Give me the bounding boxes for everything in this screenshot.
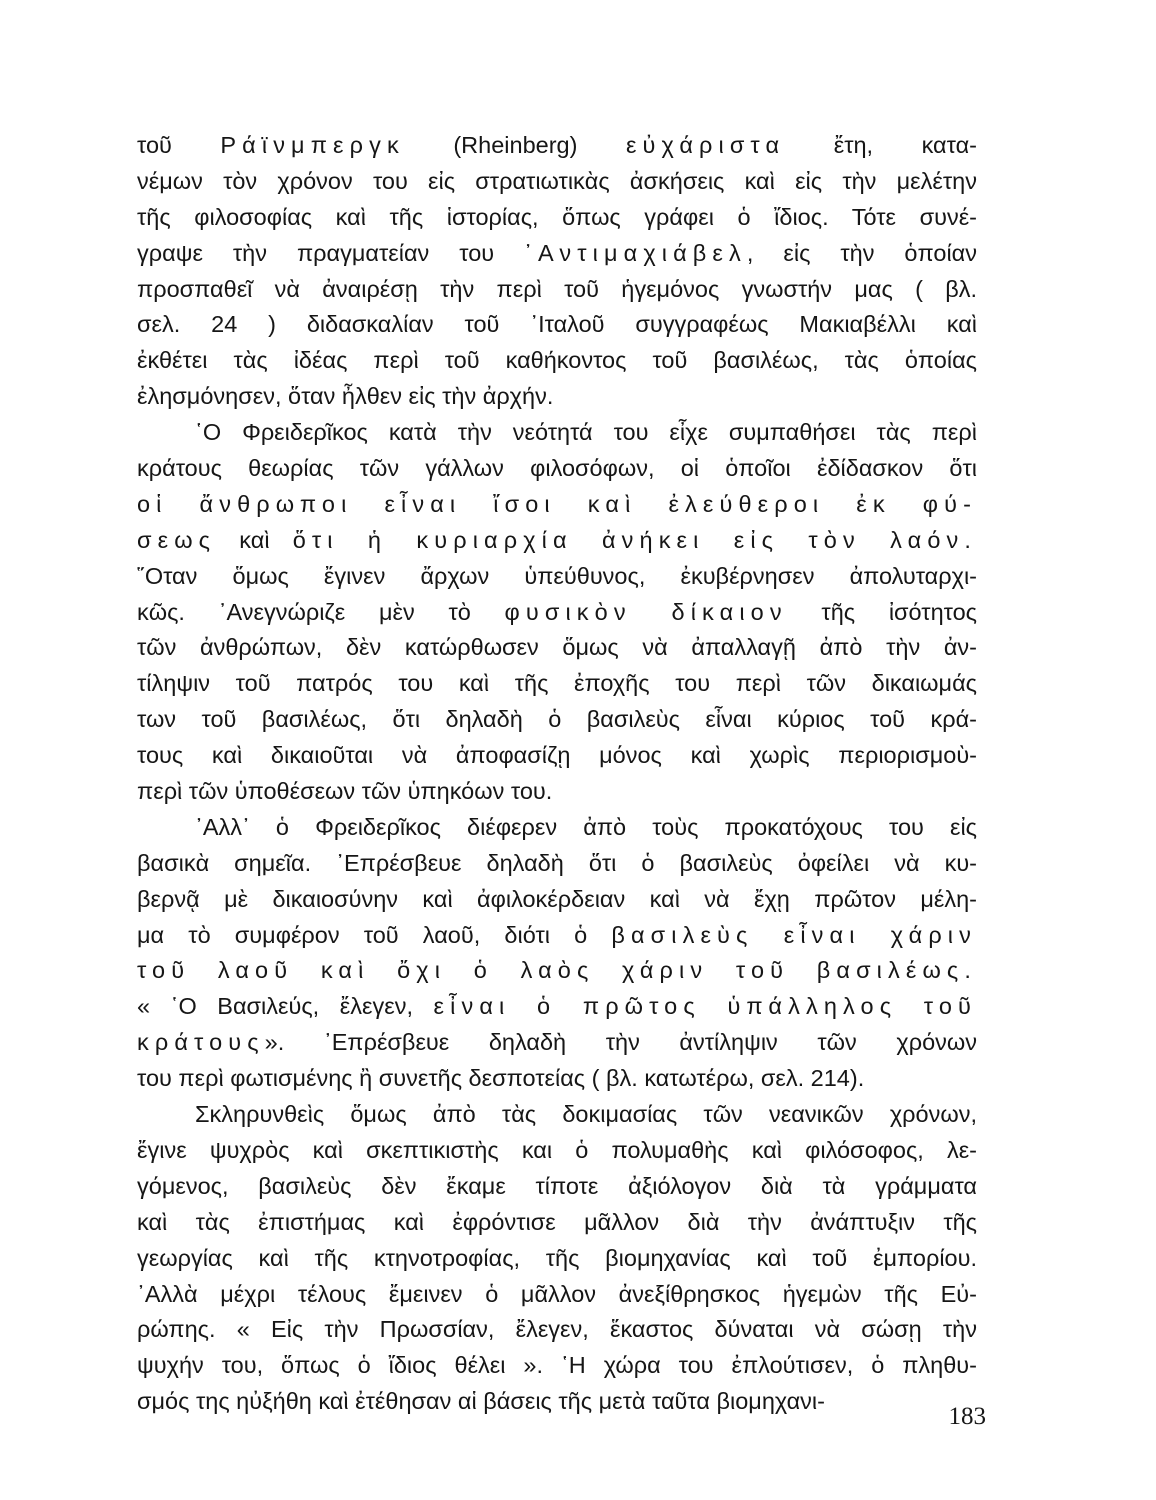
text-run: τῆς ἰσότητος bbox=[787, 598, 977, 625]
text-run: γόμενος, βασιλεὺς δὲν ἔκαμε τίποτε ἀξιόλογον διὰ τὰ γράμματα bbox=[137, 1172, 977, 1199]
text-run: μα τὸ συμφέρον τοῦ λαοῦ, διότι ὁ bbox=[137, 921, 612, 948]
text-run: ». ᾿Επρέσβευε δηλαδὴ τὴν ἀντίληψιν τῶν χρόνων bbox=[264, 1029, 977, 1056]
text-run: καὶ τὰς ἐπιστήμας καὶ ἐφρόντισε μᾶλλον διὰ τὴν ἀνάπτυξιν τῆς bbox=[137, 1208, 977, 1235]
text-run: ᾿Αλλὰ μέχρι τέλους ἔμεινεν ὁ μᾶλλον ἀνεξίθρησκος ἡγεμὼν τῆς Εὐ- bbox=[137, 1280, 977, 1307]
text-line bbox=[137, 666, 977, 702]
spaced-emphasis: βασιλεὺς εἶναι χάριν bbox=[611, 921, 977, 948]
text-line bbox=[137, 343, 977, 379]
spaced-emphasis: φυσικὸν δίκαιον bbox=[504, 598, 788, 625]
text-line bbox=[137, 1205, 977, 1241]
text-line bbox=[137, 595, 977, 631]
text-run: περὶ τῶν ὑποθέσεων τῶν ὑπηκόων του. bbox=[137, 778, 553, 805]
text-line bbox=[137, 630, 977, 666]
text-run: ῾Ο Φρειδερῖκος κατὰ τὴν νεότητά του εἶχε συμπαθήσει τὰς περὶ bbox=[195, 419, 977, 446]
text-line bbox=[137, 774, 977, 810]
spaced-emphasis: εὐχάριστα bbox=[625, 132, 786, 158]
text-run: (Rheinberg) bbox=[404, 132, 626, 158]
text-line bbox=[137, 415, 977, 451]
text-line bbox=[137, 200, 977, 236]
text-run: , εἰς τὴν ὁποίαν bbox=[746, 239, 977, 266]
paragraph bbox=[137, 810, 977, 1097]
text-run: « ῾Ο Βασιλεύς, ἔλεγεν, bbox=[137, 993, 434, 1020]
text-run: σελ. 24 ) διδασκαλίαν τοῦ ᾿Ιταλοῦ συγγραφέως Μακιαβέλλι καὶ bbox=[137, 311, 977, 338]
text-line bbox=[137, 1348, 977, 1384]
text-run: γεωργίας καὶ τῆς κτηνοτροφίας, τῆς βιομηχανίας καὶ τοῦ ἐμπορίου. bbox=[137, 1244, 977, 1271]
text-line bbox=[137, 1241, 977, 1277]
text-run: κῶς. ᾿Ανεγνώριζε μὲν τὸ bbox=[137, 598, 505, 625]
spaced-emphasis: ὅτι ἡ κυριαρχία ἀνήκει εἰς τὸν λαόν. bbox=[292, 526, 978, 553]
text-run: γραψε τὴν πραγματείαν του bbox=[137, 239, 525, 266]
text-line bbox=[137, 738, 977, 774]
text-run: τῆς φιλοσοφίας καὶ τῆς ἱστορίας, ὅπως γράφει ὁ ἴδιος. Τότε συνέ- bbox=[137, 203, 977, 230]
text-line bbox=[137, 379, 977, 415]
text-line bbox=[137, 953, 977, 989]
text-run: σμός της ηὐξήθη καὶ ἐτέθησαν αἱ βάσεις τῆς μετὰ ταῦτα βιομηχανι- bbox=[137, 1388, 825, 1415]
text-run: ἐκθέτει τὰς ἰδέας περὶ τοῦ καθήκοντος τοῦ βασιλέως, τὰς ὁποίας bbox=[137, 347, 977, 374]
text-run: του περὶ φωτισμένης ἢ συνετῆς δεσποτείας ( βλ. κατωτέρω, σελ. 214). bbox=[137, 1065, 865, 1092]
text-line bbox=[137, 451, 977, 487]
text-run: τῶν ἀνθρώπων, δὲν κατώρθωσεν ὅμως νὰ ἀπαλλαγῇ ἀπὸ τὴν ἀν- bbox=[137, 634, 977, 661]
text-run: ἐλησμόνησεν, ὅταν ἦλθεν εἰς τὴν ἀρχήν. bbox=[137, 383, 554, 410]
text-run: ἔτη, κατα- bbox=[785, 132, 977, 158]
text-line bbox=[137, 846, 977, 882]
text-line bbox=[137, 128, 977, 164]
body-text bbox=[137, 128, 977, 1420]
spaced-emphasis: σεως bbox=[137, 526, 217, 553]
text-run: τοῦ bbox=[137, 132, 221, 158]
text-run: βερνᾷ μὲ δικαιοσύνην καὶ ἀφιλοκέρδειαν καὶ νὰ ἔχῃ πρῶτον μέλη- bbox=[137, 885, 977, 912]
text-line bbox=[137, 1312, 977, 1348]
text-run: ἔγινε ψυχρὸς καὶ σκεπτικιστὴς και ὁ πολυμαθὴς καὶ φιλόσοφος, λε- bbox=[137, 1136, 977, 1163]
paragraph bbox=[137, 1097, 977, 1420]
text-line bbox=[137, 164, 977, 200]
text-run: ρώπης. « Εἰς τὴν Πρωσσίαν, ἔλεγεν, ἕκαστος δύναται νὰ σώσῃ τὴν bbox=[137, 1316, 977, 1343]
spaced-emphasis: ᾿Αντιμαχιάβελ bbox=[524, 239, 747, 266]
text-line bbox=[137, 810, 977, 846]
spaced-emphasis: τοῦ λαοῦ καὶ ὄχι ὁ λαὸς χάριν τοῦ βασιλέως. bbox=[137, 957, 977, 984]
text-line bbox=[137, 702, 977, 738]
text-run: Σκληρυνθεὶς ὅμως ἀπὸ τὰς δοκιμασίας τῶν νεανικῶν χρόνων, bbox=[195, 1101, 977, 1128]
text-line bbox=[137, 882, 977, 918]
text-run: τίληψιν τοῦ πατρός του καὶ τῆς ἐποχῆς του περὶ τῶν δικαιωμάς bbox=[137, 670, 977, 697]
text-line bbox=[137, 272, 977, 308]
text-line bbox=[137, 918, 977, 954]
paragraph bbox=[137, 128, 977, 415]
text-line bbox=[137, 236, 977, 272]
text-run: κράτους θεωρίας τῶν γάλλων φιλοσόφων, οἱ ὁποῖοι ἐδίδασκον ὅτι bbox=[137, 455, 977, 482]
text-line bbox=[137, 1169, 977, 1205]
text-line bbox=[137, 523, 977, 559]
text-line bbox=[137, 989, 977, 1025]
text-run: νέμων τὸν χρόνον του εἰς στρατιωτικὰς ἀσκήσεις καὶ εἰς τὴν μελέτην bbox=[137, 167, 977, 194]
text-run: ᾿Αλλ᾿ ὁ Φρειδερῖκος διέφερεν ἀπὸ τοὺς προκατόχους του εἰς bbox=[195, 813, 977, 840]
spaced-emphasis: εἶναι ὁ πρῶτος ὑπάλληλος τοῦ bbox=[433, 993, 978, 1020]
text-line bbox=[137, 559, 977, 595]
text-line bbox=[137, 1133, 977, 1169]
text-run: καὶ bbox=[216, 526, 293, 553]
spaced-emphasis: κράτους bbox=[137, 1029, 265, 1056]
paragraph bbox=[137, 415, 977, 810]
text-line bbox=[137, 1061, 977, 1097]
spaced-emphasis: οἱ ἄνθρωποι εἶναι ἴσοι καὶ ἐλεύθεροι ἐκ φύ- bbox=[137, 490, 977, 517]
page-number: 183 bbox=[948, 1403, 986, 1430]
text-line bbox=[137, 1097, 977, 1133]
spaced-emphasis: Ράϊνμπεργκ bbox=[220, 132, 405, 158]
text-run: των τοῦ βασιλέως, ὅτι δηλαδὴ ὁ βασιλεὺς εἶναι κύριος τοῦ κρά- bbox=[137, 706, 977, 733]
text-run: προσπαθεῖ νὰ ἀναιρέσῃ τὴν περὶ τοῦ ἡγεμόνος γνωστήν μας ( βλ. bbox=[137, 275, 977, 302]
text-run: ῞Οταν ὅμως ἔγινεν ἄρχων ὑπεύθυνος, ἐκυβέρνησεν ἀπολυταρχι- bbox=[137, 562, 977, 589]
text-line bbox=[137, 487, 977, 523]
text-line bbox=[137, 1025, 977, 1061]
text-line bbox=[137, 1277, 977, 1313]
text-run: ψυχήν του, ὅπως ὁ ἴδιος θέλει ». ῾Η χώρα του ἐπλούτισεν, ὁ πληθυ- bbox=[137, 1352, 977, 1379]
text-run: τους καὶ δικαιοῦται νὰ ἀποφασίζῃ μόνος καὶ χωρὶς περιορισμοὺ- bbox=[137, 742, 977, 769]
text-run: βασικὰ σημεῖα. ᾿Επρέσβευε δηλαδὴ ὅτι ὁ βασιλεὺς ὀφείλει νὰ κυ- bbox=[137, 849, 977, 876]
text-line bbox=[137, 1384, 977, 1420]
text-line bbox=[137, 307, 977, 343]
